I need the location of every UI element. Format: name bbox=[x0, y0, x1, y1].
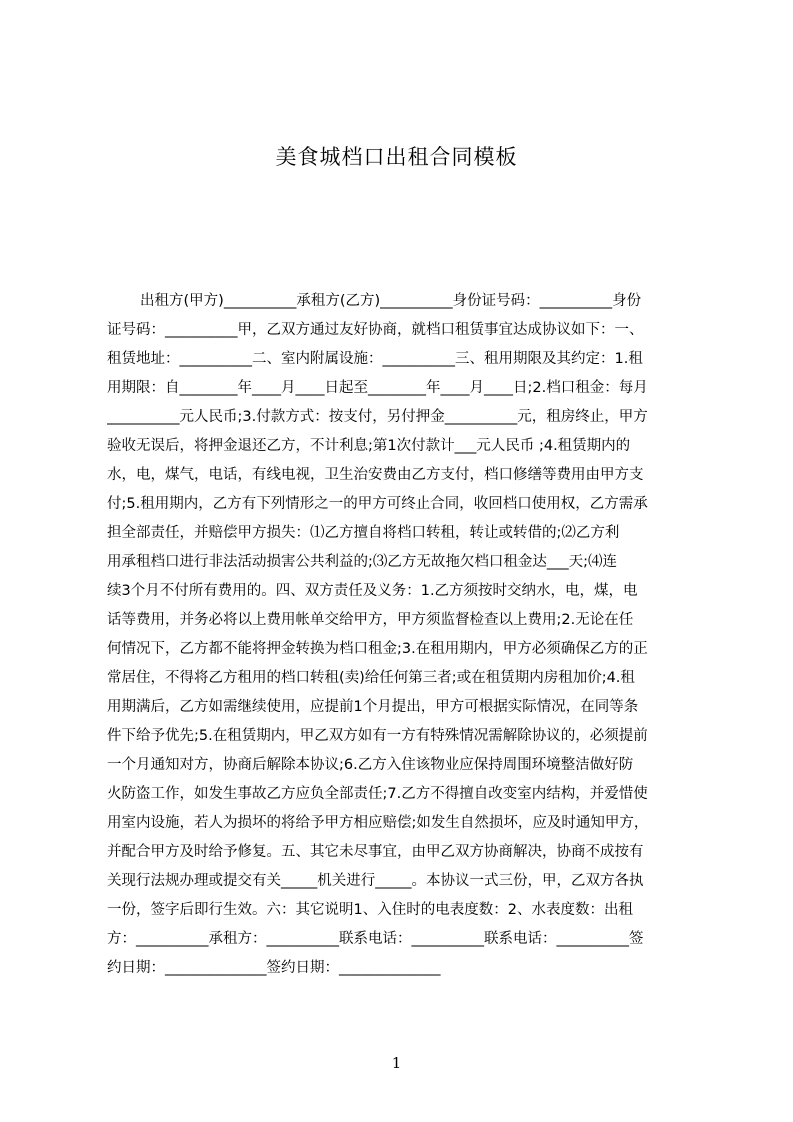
body-line: 件下给予优先;5.在租赁期内，甲乙双方如有一方有特殊情况需解除协议的，必须提前 bbox=[107, 728, 648, 744]
body-line: 付;5.租用期内，乙方有下列情形之一的甲方可终止合同，收回档口使用权，乙方需承 bbox=[107, 496, 648, 512]
page-number: 1 bbox=[391, 1054, 402, 1072]
body-line: 担全部责任，并赔偿甲方损失：⑴乙方擅自将档口转租，转让或转借的;⑵乙方利 bbox=[107, 525, 620, 541]
body-line: 并配合甲方及时给予修复。五、其它未尽事宜，由甲乙双方协商解决，协商不成按有 bbox=[107, 844, 644, 860]
body-line: 续3个月不付所有费用的。四、双方责任及义务：1.乙方须按时交纳水，电，煤，电 bbox=[107, 583, 638, 599]
body-line: 常居住，不得将乙方租用的档口转租(卖)给任何第三者;或在租赁期内房租加价;4.租 bbox=[107, 670, 635, 686]
body-line: 何情况下，乙方都不能将押金转换为档口租金;3.在租用期内，甲方必须确保乙方的正 bbox=[107, 641, 648, 657]
contract-body bbox=[107, 287, 699, 983]
body-line: __________元人民币;3.付款方式：按支付，另付押金__________元，租房终止，甲方 bbox=[107, 409, 648, 425]
body-line: 租赁地址：__________二、室内附属设施：__________三、租用期限及其约定：1.租 bbox=[107, 351, 643, 367]
body-line: 约日期：______________签约日期：______________ bbox=[107, 960, 441, 976]
body-line: 一份，签字后即行生效。六：其它说明1、入住时的电表度数：2、水表度数：出租 bbox=[107, 902, 633, 918]
body-line: 证号码：__________甲，乙双方通过友好协商，就档口租赁事宜达成协议如下：一、 bbox=[107, 322, 644, 338]
body-line: 出租方(甲方)__________承租方(乙方)__________身份证号码：__________身份 bbox=[140, 293, 642, 309]
body-line: 用期满后，乙方如需继续使用，应提前1个月提出，甲方可根据实际情况，在同等条 bbox=[107, 699, 639, 715]
body-line: 水，电，煤气，电话，有线电视，卫生治安费由乙方支付，档口修缮等费用由甲方支 bbox=[107, 467, 644, 483]
document-title: 美食城档口出租合同模板 bbox=[275, 145, 518, 169]
body-line: 方：__________承租方：__________联系电话：__________联系电话：__________签 bbox=[107, 931, 644, 947]
body-line: 关现行法规办理或提交有关_____机关进行_____。本协议一式三份，甲，乙双方各执 bbox=[107, 873, 644, 889]
body-line: 一个月通知对方，协商后解除本协议;6.乙方入住该物业应保持周围环境整洁做好防 bbox=[107, 757, 634, 773]
body-line: 话等费用，并务必将以上费用帐单交给甲方，甲方须监督检查以上费用;2.无论在任 bbox=[107, 612, 634, 628]
body-line: 用期限：自________年____月____日起至________年____月____日;2.档口租金：每月 bbox=[107, 380, 648, 396]
body-line: 火防盗工作，如发生事故乙方应负全部责任;7.乙方不得擅自改变室内结构，并爱惜使 bbox=[107, 786, 648, 802]
body-line: 用室内设施，若人为损坏的将给予甲方相应赔偿;如发生自然损坏，应及时通知甲方， bbox=[107, 815, 649, 831]
body-line: 用承租档口进行非法活动损害公共利益的;⑶乙方无故拖欠档口租金达___天;⑷连 bbox=[107, 554, 618, 570]
body-line: 验收无误后，将押金退还乙方，不计利息;第1次付款计___元人民币 ;4.租赁期内的 bbox=[107, 438, 631, 454]
